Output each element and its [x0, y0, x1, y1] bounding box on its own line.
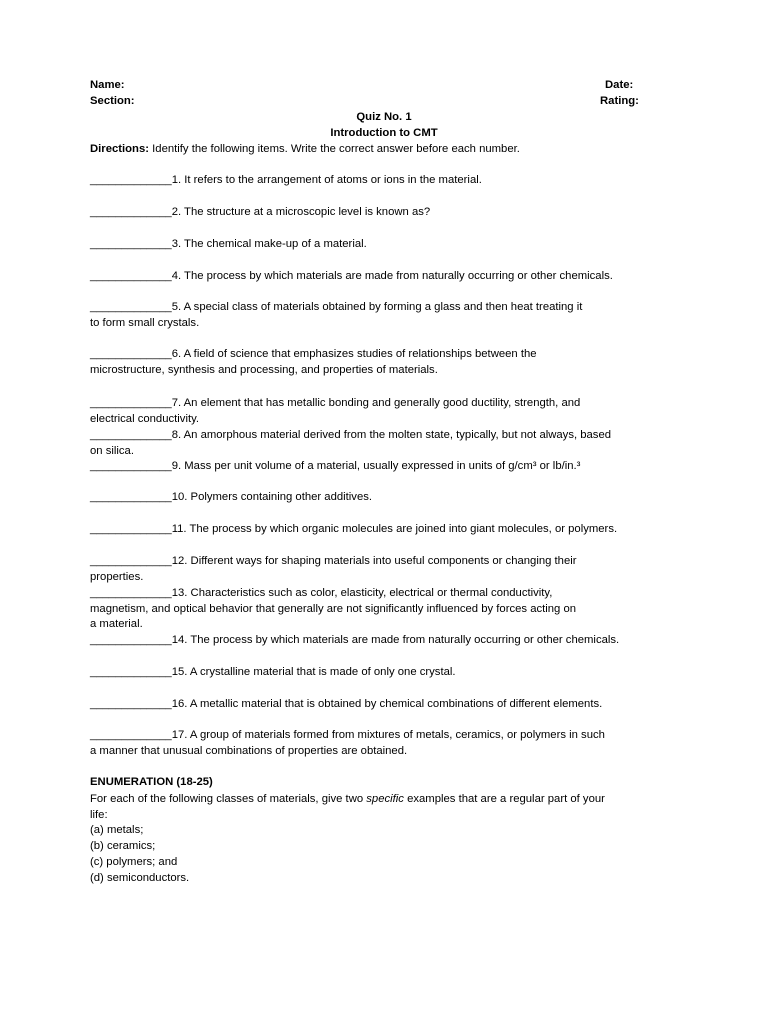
- question-text: An amorphous material derived from the molten state, typically, but not always, based: [183, 429, 612, 441]
- answer-blank: _____________: [90, 491, 172, 503]
- question-item: [90, 522, 690, 538]
- question-number: 14.: [171, 634, 188, 646]
- question-item: [90, 428, 690, 459]
- date-label: Date:: [605, 79, 634, 91]
- answer-blank: _____________: [90, 429, 172, 441]
- answer-blank: _____________: [90, 460, 172, 472]
- question-first-line: [90, 396, 690, 412]
- answer-blank: _____________: [90, 206, 172, 218]
- question-item: [90, 728, 690, 759]
- question-first-line: [90, 347, 690, 363]
- question-number: 5.: [171, 301, 182, 313]
- question-text: Polymers containing other additives.: [190, 491, 373, 503]
- answer-blank: _____________: [90, 348, 172, 360]
- question-number: 17.: [171, 729, 188, 741]
- question-item: [90, 269, 690, 285]
- question-text: A crystalline material that is made of only one crystal.: [189, 666, 456, 678]
- question-number: 11.: [171, 523, 187, 535]
- question-text: The process by which organic molecules are joined into giant molecules, or polymers.: [189, 523, 618, 535]
- question-first-line: [90, 300, 690, 316]
- question-text: Characteristics such as color, elasticity, electrical or thermal conductivity,: [190, 587, 553, 599]
- enumeration-intro-before: For each of the following classes of materials, give two: [90, 793, 367, 805]
- question-item: [90, 205, 690, 221]
- answer-blank: _____________: [90, 634, 172, 646]
- question-first-line: [90, 459, 690, 475]
- answer-blank: _____________: [90, 238, 172, 250]
- directions-text: Identify the following items. Write the correct answer before each number.: [152, 143, 520, 155]
- enumeration-intro-line2: life:: [90, 809, 108, 821]
- question-first-line: [90, 428, 690, 444]
- name-label: Name:: [90, 79, 125, 91]
- question-text: A special class of materials obtained by forming a glass and then heat treating it: [183, 301, 583, 313]
- answer-blank: _____________: [90, 698, 172, 710]
- question-number: 8.: [171, 429, 182, 441]
- question-text: A field of science that emphasizes studies of relationships between the: [183, 348, 537, 360]
- question-text: The process by which materials are made from naturally occurring or other chemicals.: [190, 634, 620, 646]
- question-item: [90, 633, 690, 649]
- answer-blank: _____________: [90, 301, 172, 313]
- question-text: A metallic material that is obtained by chemical combinations of different elements.: [189, 698, 603, 710]
- question-text: It refers to the arrangement of atoms or ions in the material.: [184, 174, 482, 186]
- answer-blank: _____________: [90, 666, 172, 678]
- question-first-line: [90, 269, 690, 285]
- section-label: Section:: [90, 95, 135, 107]
- enumeration-intro: [90, 792, 605, 808]
- question-number: 6.: [171, 348, 182, 360]
- directions-label: Directions:: [90, 143, 150, 155]
- question-number: 10.: [171, 491, 188, 503]
- question-first-line: [90, 586, 690, 602]
- question-continuation-line: to form small crystals.: [90, 316, 200, 329]
- question-first-line: [90, 728, 690, 744]
- enumeration-option: (d) semiconductors.: [90, 872, 190, 884]
- question-item: [90, 237, 690, 253]
- question-text: The structure at a microscopic level is known as?: [184, 206, 431, 218]
- question-number: 12.: [171, 555, 188, 567]
- question-item: [90, 347, 690, 378]
- question-text: The process by which materials are made from naturally occurring or other chemicals.: [184, 270, 613, 282]
- question-first-line: [90, 554, 690, 570]
- answer-blank: _____________: [90, 523, 172, 535]
- question-number: 7.: [171, 397, 182, 409]
- question-number: 15.: [171, 666, 188, 678]
- question-continuation-line: a manner that unusual combinations of properties are obtained.: [90, 744, 408, 757]
- question-text: A group of materials formed from mixtures of metals, ceramics, or polymers in such: [189, 729, 605, 741]
- answer-blank: _____________: [90, 174, 172, 186]
- enumeration-option: (b) ceramics;: [90, 840, 156, 852]
- question-number: 4.: [171, 270, 182, 282]
- quiz-subtitle: Introduction to CMT: [330, 127, 438, 139]
- question-item: [90, 586, 690, 633]
- question-item: [90, 554, 690, 585]
- question-number: 2.: [171, 206, 182, 218]
- answer-blank: _____________: [90, 729, 172, 741]
- enumeration-intro-emphasis: specific: [366, 793, 404, 805]
- question-text: The chemical make-up of a material.: [184, 238, 367, 250]
- question-first-line: [90, 490, 690, 506]
- question-item: [90, 396, 690, 427]
- answer-blank: _____________: [90, 397, 172, 409]
- question-continuation-line: magnetism, and optical behavior that generally are not significantly influenced by forces acting on: [90, 602, 577, 615]
- question-item: [90, 173, 690, 189]
- question-item: [90, 300, 690, 331]
- question-number: 13.: [171, 587, 188, 599]
- question-item: [90, 459, 690, 475]
- question-item: [90, 697, 690, 713]
- question-item: [90, 665, 690, 681]
- question-continuation-line: microstructure, synthesis and processing, and properties of materials.: [90, 363, 438, 376]
- question-first-line: [90, 237, 690, 253]
- answer-blank: _____________: [90, 270, 172, 282]
- enumeration-option: (a) metals;: [90, 824, 144, 836]
- question-continuation-line: electrical conductivity.: [90, 412, 200, 425]
- question-text: Mass per unit volume of a material, usually expressed in units of g/cm³ or lb/in.³: [184, 460, 581, 472]
- question-continuation-line: on silica.: [90, 444, 134, 457]
- question-first-line: [90, 173, 690, 189]
- question-number: 1.: [171, 174, 182, 186]
- question-first-line: [90, 665, 690, 681]
- question-first-line: [90, 522, 690, 538]
- enumeration-heading: ENUMERATION (18-25): [90, 776, 213, 788]
- enumeration-intro-after: examples that are a regular part of your: [403, 793, 605, 805]
- question-continuation-line: properties.: [90, 570, 144, 583]
- enumeration-option: (c) polymers; and: [90, 856, 178, 868]
- question-number: 3.: [171, 238, 182, 250]
- question-number: 16.: [171, 698, 188, 710]
- answer-blank: _____________: [90, 555, 172, 567]
- question-item: [90, 490, 690, 506]
- quiz-title: Quiz No. 1: [356, 111, 412, 123]
- directions: [90, 142, 520, 158]
- question-text: An element that has metallic bonding and generally good ductility, strength, and: [183, 397, 581, 409]
- question-first-line: [90, 205, 690, 221]
- question-number: 9.: [171, 460, 182, 472]
- answer-blank: _____________: [90, 587, 172, 599]
- rating-label: Rating:: [600, 95, 639, 107]
- question-first-line: [90, 633, 690, 649]
- question-first-line: [90, 697, 690, 713]
- question-continuation-line: a material.: [90, 618, 143, 630]
- question-text: Different ways for shaping materials into useful components or changing their: [190, 555, 577, 567]
